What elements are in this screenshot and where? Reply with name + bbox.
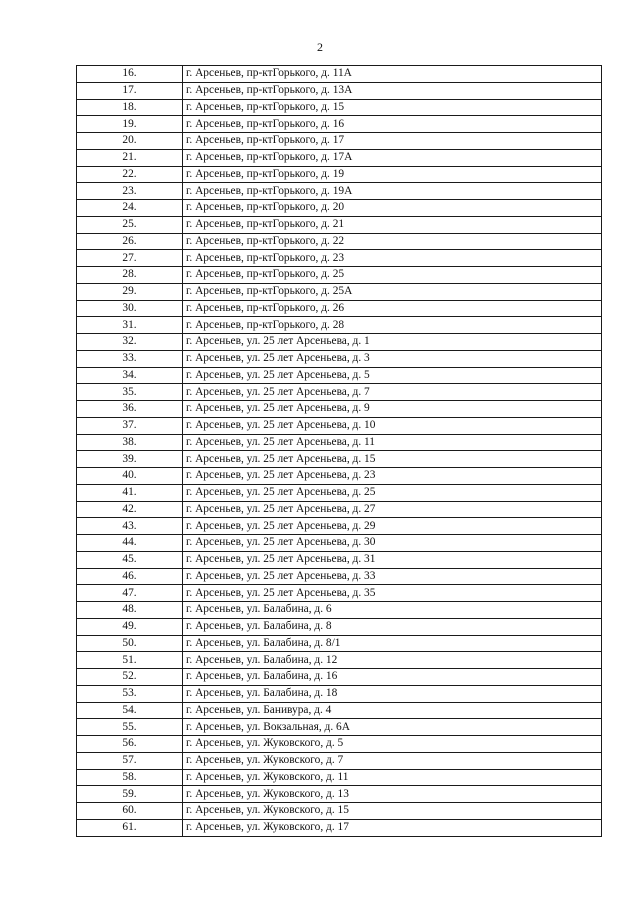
row-number: 54. [77,702,183,719]
table-row [77,334,602,351]
row-number: 21. [77,149,183,166]
table-row [77,803,602,820]
row-address: г. Арсеньев, пр-ктГорького, д. 22 [183,233,602,250]
row-address: г. Арсеньев, пр-ктГорького, д. 19А [183,183,602,200]
row-number: 42. [77,501,183,518]
row-number: 48. [77,602,183,619]
table-row [77,752,602,769]
row-address: г. Арсеньев, ул. Жуковского, д. 17 [183,819,602,836]
table-row [77,401,602,418]
row-address: г. Арсеньев, ул. 25 лет Арсеньева, д. 9 [183,401,602,418]
table-row [77,149,602,166]
table-row [77,736,602,753]
row-number: 24. [77,200,183,217]
row-number: 50. [77,635,183,652]
row-address: г. Арсеньев, ул. 25 лет Арсеньева, д. 15 [183,451,602,468]
row-address: г. Арсеньев, ул. 25 лет Арсеньева, д. 10 [183,417,602,434]
row-address: г. Арсеньев, пр-ктГорького, д. 13А [183,82,602,99]
row-number: 45. [77,551,183,568]
table-row [77,367,602,384]
row-address: г. Арсеньев, ул. Балабина, д. 6 [183,602,602,619]
table-row [77,384,602,401]
row-address: г. Арсеньев, пр-ктГорького, д. 28 [183,317,602,334]
table-row [77,216,602,233]
table-row [77,719,602,736]
table-row [77,786,602,803]
row-address: г. Арсеньев, ул. 25 лет Арсеньева, д. 29 [183,518,602,535]
table-row [77,317,602,334]
address-table-body [77,66,602,837]
table-row [77,585,602,602]
row-address: г. Арсеньев, ул. Балабина, д. 12 [183,652,602,669]
row-number: 19. [77,116,183,133]
row-number: 36. [77,401,183,418]
table-row [77,66,602,83]
row-number: 59. [77,786,183,803]
row-number: 53. [77,685,183,702]
address-table [76,65,602,837]
row-address: г. Арсеньев, пр-ктГорького, д. 20 [183,200,602,217]
row-address: г. Арсеньев, ул. 25 лет Арсеньева, д. 33 [183,568,602,585]
row-number: 43. [77,518,183,535]
row-address: г. Арсеньев, ул. 25 лет Арсеньева, д. 27 [183,501,602,518]
row-address: г. Арсеньев, ул. 25 лет Арсеньева, д. 1 [183,334,602,351]
row-address: г. Арсеньев, ул. 25 лет Арсеньева, д. 5 [183,367,602,384]
page-number: 2 [317,40,323,54]
table-row [77,300,602,317]
row-address: г. Арсеньев, ул. 25 лет Арсеньева, д. 7 [183,384,602,401]
row-address: г. Арсеньев, ул. Балабина, д. 8 [183,618,602,635]
row-number: 18. [77,99,183,116]
row-address: г. Арсеньев, ул. Балабина, д. 8/1 [183,635,602,652]
row-address: г. Арсеньев, пр-ктГорького, д. 11А [183,66,602,83]
row-address: г. Арсеньев, ул. 25 лет Арсеньева, д. 31 [183,551,602,568]
row-number: 31. [77,317,183,334]
table-row [77,702,602,719]
table-row [77,819,602,836]
row-address: г. Арсеньев, ул. Вокзальная, д. 6А [183,719,602,736]
table-row [77,417,602,434]
row-address: г. Арсеньев, ул. 25 лет Арсеньева, д. 3 [183,350,602,367]
row-number: 28. [77,267,183,284]
table-row [77,451,602,468]
row-number: 17. [77,82,183,99]
table-row [77,183,602,200]
table-row [77,434,602,451]
row-address: г. Арсеньев, ул. Жуковского, д. 5 [183,736,602,753]
row-address: г. Арсеньев, ул. Жуковского, д. 11 [183,769,602,786]
row-number: 29. [77,283,183,300]
table-row [77,635,602,652]
row-number: 60. [77,803,183,820]
row-number: 35. [77,384,183,401]
table-row [77,200,602,217]
row-number: 23. [77,183,183,200]
table-row [77,133,602,150]
row-number: 22. [77,166,183,183]
row-address: г. Арсеньев, ул. 25 лет Арсеньева, д. 35 [183,585,602,602]
table-row [77,618,602,635]
row-address: г. Арсеньев, ул. Жуковского, д. 15 [183,803,602,820]
row-number: 40. [77,468,183,485]
row-number: 55. [77,719,183,736]
row-address: г. Арсеньев, ул. 25 лет Арсеньева, д. 25 [183,484,602,501]
row-address: г. Арсеньев, ул. Балабина, д. 18 [183,685,602,702]
row-address: г. Арсеньев, ул. Жуковского, д. 13 [183,786,602,803]
table-row [77,82,602,99]
row-number: 41. [77,484,183,501]
row-number: 30. [77,300,183,317]
table-row [77,602,602,619]
row-address: г. Арсеньев, ул. Жуковского, д. 7 [183,752,602,769]
row-address: г. Арсеньев, пр-ктГорького, д. 15 [183,99,602,116]
row-number: 49. [77,618,183,635]
table-row [77,350,602,367]
row-number: 37. [77,417,183,434]
table-row [77,250,602,267]
table-row [77,551,602,568]
row-address: г. Арсеньев, ул. Балабина, д. 16 [183,669,602,686]
row-address: г. Арсеньев, пр-ктГорького, д. 26 [183,300,602,317]
table-row [77,484,602,501]
row-address: г. Арсеньев, пр-ктГорького, д. 23 [183,250,602,267]
table-row [77,99,602,116]
table-row [77,568,602,585]
table-row [77,116,602,133]
row-address: г. Арсеньев, пр-ктГорького, д. 21 [183,216,602,233]
table-row [77,501,602,518]
row-number: 25. [77,216,183,233]
row-number: 27. [77,250,183,267]
table-row [77,267,602,284]
row-number: 46. [77,568,183,585]
row-address: г. Арсеньев, ул. 25 лет Арсеньева, д. 23 [183,468,602,485]
row-number: 38. [77,434,183,451]
row-address: г. Арсеньев, пр-ктГорького, д. 17А [183,149,602,166]
row-address: г. Арсеньев, пр-ктГорького, д. 25А [183,283,602,300]
row-address: г. Арсеньев, пр-ктГорького, д. 17 [183,133,602,150]
table-row [77,669,602,686]
row-number: 34. [77,367,183,384]
table-row [77,166,602,183]
row-number: 51. [77,652,183,669]
row-number: 39. [77,451,183,468]
row-address: г. Арсеньев, ул. 25 лет Арсеньева, д. 11 [183,434,602,451]
row-number: 33. [77,350,183,367]
row-number: 47. [77,585,183,602]
row-address: г. Арсеньев, ул. 25 лет Арсеньева, д. 30 [183,535,602,552]
row-number: 61. [77,819,183,836]
row-number: 26. [77,233,183,250]
row-number: 20. [77,133,183,150]
row-number: 56. [77,736,183,753]
row-number: 44. [77,535,183,552]
row-address: г. Арсеньев, пр-ктГорького, д. 16 [183,116,602,133]
table-row [77,283,602,300]
row-number: 16. [77,66,183,83]
table-row [77,518,602,535]
row-number: 32. [77,334,183,351]
row-address: г. Арсеньев, ул. Банивура, д. 4 [183,702,602,719]
table-row [77,685,602,702]
row-number: 52. [77,669,183,686]
row-address: г. Арсеньев, пр-ктГорького, д. 25 [183,267,602,284]
table-row [77,769,602,786]
row-address: г. Арсеньев, пр-ктГорького, д. 19 [183,166,602,183]
row-number: 57. [77,752,183,769]
table-row [77,652,602,669]
table-row [77,233,602,250]
table-row [77,468,602,485]
row-number: 58. [77,769,183,786]
table-row [77,535,602,552]
